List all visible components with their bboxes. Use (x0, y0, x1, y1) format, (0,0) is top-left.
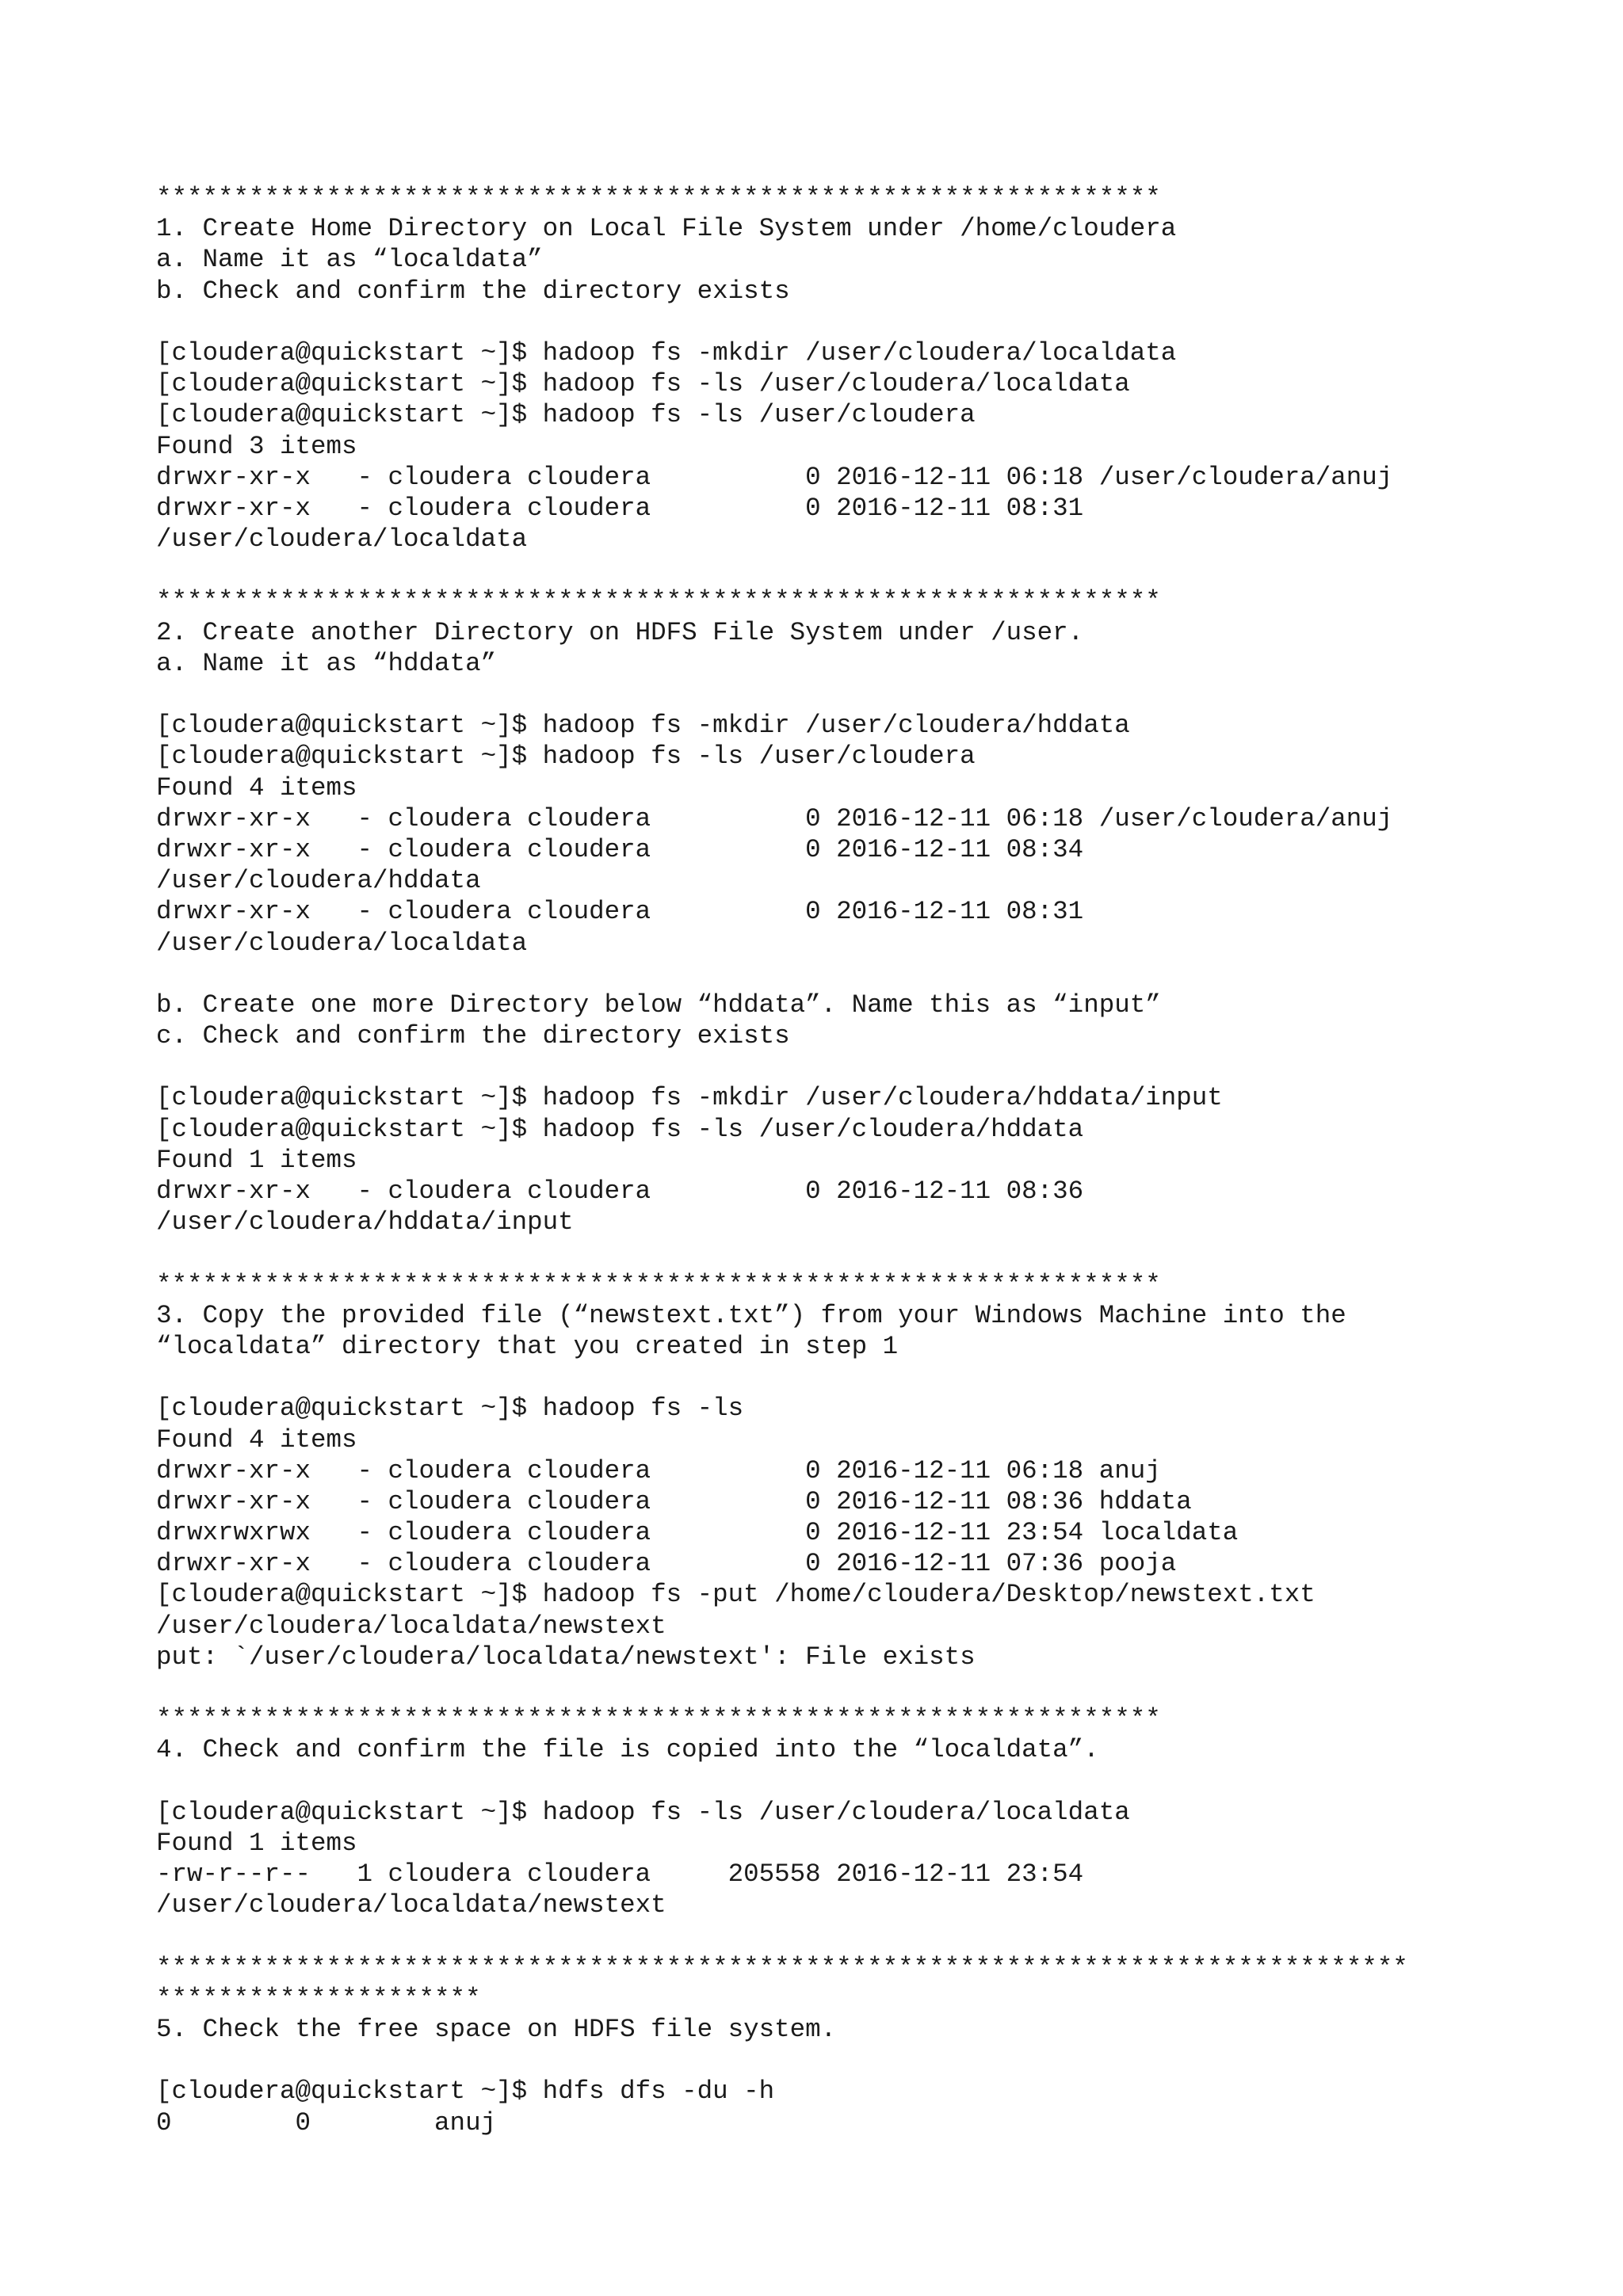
document-line: /user/cloudera/localdata (156, 928, 528, 958)
document-line: drwxr-xr-x - cloudera cloudera 0 2016-12-11 08:31 (156, 493, 1084, 523)
document-line: /user/cloudera/localdata (156, 524, 528, 555)
document-line: Found 4 items (156, 772, 357, 803)
document-line (156, 1362, 1583, 1393)
document-line: [cloudera@quickstart ~]$ hadoop fs -ls /user/cloudera (156, 742, 976, 772)
document-line (156, 679, 1583, 710)
document-line: put: `/user/cloudera/localdata/newstext': File exists (156, 1642, 976, 1672)
document-line: [cloudera@quickstart ~]$ hadoop fs -ls /user/cloudera/localdata (156, 1797, 1130, 1827)
document-line: 5. Check the free space on HDFS file system. (156, 2015, 837, 2045)
document-line: [cloudera@quickstart ~]$ hadoop fs -ls /user/cloudera (156, 400, 976, 430)
document-line (156, 1238, 1583, 1268)
document-line: /user/cloudera/hddata (156, 866, 481, 896)
document-line: ***************************************************************** (156, 1269, 1161, 1299)
document-line: a. Name it as “hddata” (156, 648, 497, 678)
document-line: [cloudera@quickstart ~]$ hadoop fs -ls /user/cloudera/hddata (156, 1114, 1084, 1144)
document-line: [cloudera@quickstart ~]$ hadoop fs -ls /user/cloudera/localdata (156, 369, 1130, 399)
document-line: drwxr-xr-x - cloudera cloudera 0 2016-12-11 08:31 (156, 897, 1084, 927)
document-body (156, 182, 1583, 2138)
document-line: ***************************************************************** (156, 1704, 1161, 1734)
document-line: “localdata” directory that you created in step 1 (156, 1331, 899, 1361)
document-line: -rw-r--r-- 1 cloudera cloudera 205558 2016-12-11 23:54 (156, 1859, 1084, 1890)
document-line: [cloudera@quickstart ~]$ hadoop fs -mkdir /user/cloudera/hddata/input (156, 1083, 1223, 1113)
document-line: Found 1 items (156, 1145, 357, 1175)
document-line: c. Check and confirm the directory exists (156, 1021, 790, 1051)
document-line (156, 959, 1583, 990)
document-line (156, 1051, 1583, 1082)
document-line: Found 4 items (156, 1425, 357, 1455)
document-line: drwxr-xr-x - cloudera cloudera 0 2016-12-11 08:36 hddata (156, 1486, 1192, 1516)
document-line: 1. Create Home Directory on Local File System under /home/cloudera (156, 214, 1177, 244)
document-line: drwxrwxrwx - cloudera cloudera 0 2016-12-11 23:54 localdata (156, 1518, 1239, 1548)
document-line: drwxr-xr-x - cloudera cloudera 0 2016-12-11 08:34 (156, 834, 1084, 864)
document-line: [cloudera@quickstart ~]$ hadoop fs -ls (156, 1394, 744, 1424)
document-line: [cloudera@quickstart ~]$ hadoop fs -mkdir /user/cloudera/localdata (156, 338, 1177, 368)
document-line: Found 3 items (156, 431, 357, 461)
document-line: drwxr-xr-x - cloudera cloudera 0 2016-12-11 06:18 /user/cloudera/anuj (156, 803, 1393, 833)
document-line (156, 307, 1583, 338)
document-line: ********************* (156, 1983, 481, 2013)
document-line (156, 1921, 1583, 1952)
document-line: 0 0 anuj (156, 2107, 497, 2138)
document-line: a. Name it as “localdata” (156, 245, 543, 275)
document-line: ********************************************************************************* (156, 1952, 1408, 1982)
document-line: drwxr-xr-x - cloudera cloudera 0 2016-12-11 06:18 /user/cloudera/anuj (156, 462, 1393, 492)
document-line: b. Create one more Directory below “hddata”. Name this as “input” (156, 990, 1161, 1020)
document-line: [cloudera@quickstart ~]$ hdfs dfs -du -h (156, 2077, 775, 2107)
document-line: 3. Copy the provided file (“newstext.txt”) from your Windows Machine into the (156, 1300, 1346, 1330)
document-line: [cloudera@quickstart ~]$ hadoop fs -put /home/cloudera/Desktop/newstext.txt (156, 1580, 1316, 1610)
document-line: drwxr-xr-x - cloudera cloudera 0 2016-12-11 06:18 anuj (156, 1455, 1161, 1486)
document-line: 4. Check and confirm the file is copied into the “localdata”. (156, 1735, 1099, 1765)
document-line: drwxr-xr-x - cloudera cloudera 0 2016-12-11 08:36 (156, 1177, 1084, 1206)
document-line: b. Check and confirm the directory exists (156, 276, 790, 306)
document-line: /user/cloudera/localdata/newstext (156, 1611, 666, 1641)
document-line (156, 2045, 1583, 2076)
document-line: ***************************************************************** (156, 586, 1161, 616)
document-line (156, 555, 1583, 585)
document-line: [cloudera@quickstart ~]$ hadoop fs -mkdir /user/cloudera/hddata (156, 711, 1130, 741)
document-line (156, 1672, 1583, 1703)
document-line: 2. Create another Directory on HDFS File System under /user. (156, 617, 1084, 647)
document-line: /user/cloudera/localdata/newstext (156, 1890, 666, 1920)
document-line: drwxr-xr-x - cloudera cloudera 0 2016-12-11 07:36 pooja (156, 1549, 1177, 1579)
document-line: Found 1 items (156, 1828, 357, 1858)
document-line: /user/cloudera/hddata/input (156, 1207, 574, 1238)
document-line (156, 1766, 1583, 1797)
document-line: ***************************************************************** (156, 183, 1161, 212)
